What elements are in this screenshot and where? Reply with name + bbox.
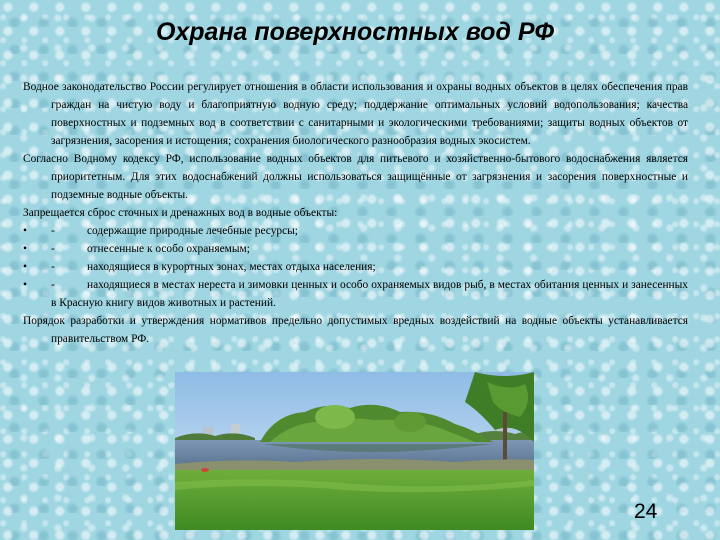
list-item [23, 240, 688, 258]
list-item [23, 276, 688, 312]
paragraph-discharge-ban: Запрещается сброс сточных и дренажных вод в водные объекты: [23, 207, 338, 219]
bullet-marker: • [23, 279, 27, 291]
list-item-text: находящиеся в курортных зонах, местах отдыха населения; [87, 261, 376, 273]
page-number: 24 [634, 500, 658, 523]
bullet-marker: • [23, 225, 27, 237]
lake-photo [175, 372, 534, 530]
dash-marker: - [51, 225, 55, 237]
bullet-marker: • [23, 261, 27, 273]
slide-body [23, 78, 688, 348]
paragraph-water-law: Водное законодательство России регулирует отношения в области использования и охраны водных объектов в целях обеспечения прав граждан на чистую воду и благоприятную водную среду; поддержание оптимальных условий водопользования; качества поверхностных и подземных вод в соответствии с санитарными и экологическими требованиями; защиты водных объектов от загрязнения, засорения и истощения; сохранения биологического разнообразия водных экосистем. [23, 81, 688, 147]
paragraph-norms: Порядок разработки и утверждения нормативов предельно допустимых вредных воздействий на водные объекты устанавливается правительством РФ. [23, 315, 688, 345]
list-item-text: находящиеся в местах нереста и зимовки ценных и особо охраняемых видов рыб, в местах обитания ценных и занесенных в Красную книгу видов животных и растений. [51, 279, 688, 309]
lake-landscape-image [175, 372, 534, 530]
dash-marker: - [51, 279, 55, 291]
slide-title: Охрана поверхностных вод РФ [155, 18, 555, 46]
bullet-marker: • [23, 243, 27, 255]
dash-marker: - [51, 243, 55, 255]
dash-marker: - [51, 261, 55, 273]
list-item [23, 258, 688, 276]
list-item-text: отнесенные к особо охраняемым; [87, 243, 250, 255]
list-item [23, 222, 688, 240]
list-item-text: содержащие природные лечебные ресурсы; [87, 225, 298, 237]
paragraph-water-code: Согласно Водному кодексу РФ, использование водных объектов для питьевого и хозяйственно-бытового водоснабжения является приоритетным. Для этих водоснабжений должны использоваться защищённые от загрязнения и засорения поверхностные и подземные водные объекты. [23, 153, 688, 201]
